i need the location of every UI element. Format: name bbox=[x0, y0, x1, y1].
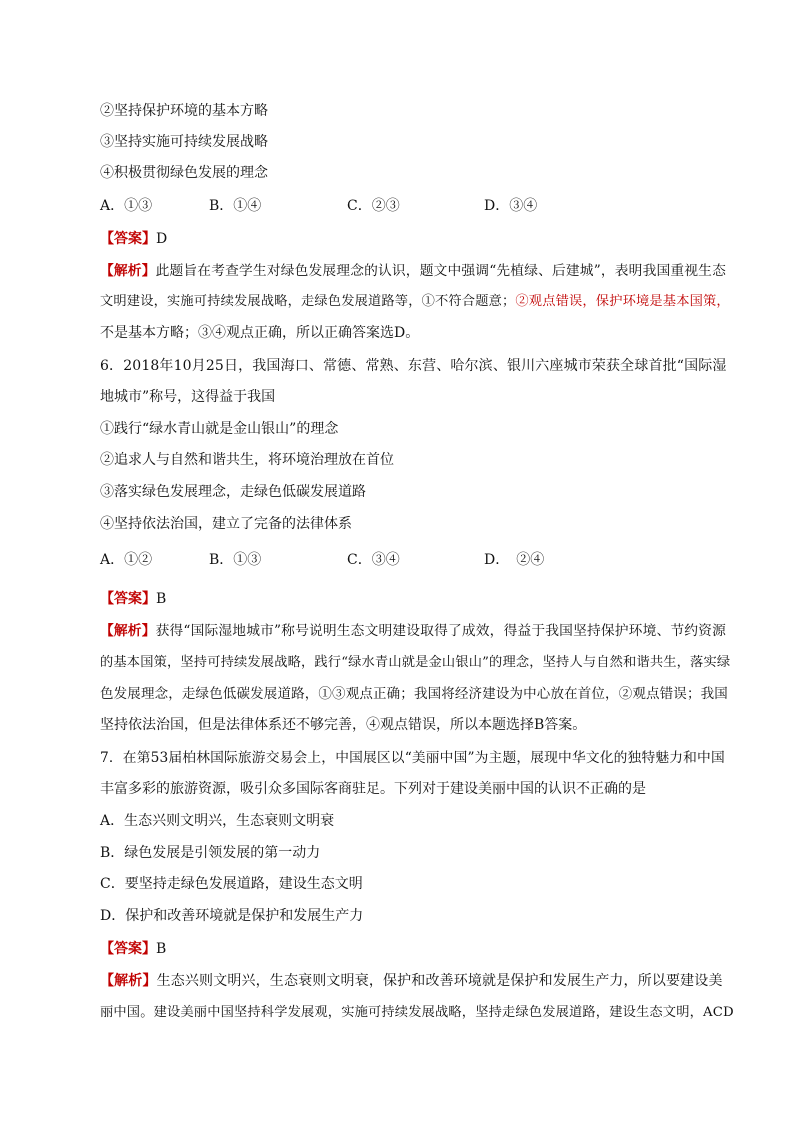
q5-option-b: B．①④ bbox=[209, 198, 262, 214]
q6-option-c: C．③④ bbox=[347, 552, 400, 568]
analysis-text: 获得“国际湿地城市”称号说明生态文明建设取得了成效，得益于我国坚持保护环境、节约资源 bbox=[155, 623, 726, 639]
q7-stem-line-1: 7．在第53届柏林国际旅游交易会上，中国展区以“美丽中国”为主题，展现中华文化的独特魅力和中国 bbox=[100, 750, 725, 766]
answer-value: B bbox=[156, 941, 167, 957]
q5-options bbox=[100, 196, 730, 216]
q5-answer bbox=[100, 229, 167, 249]
q5-option-c: C．②③ bbox=[347, 198, 400, 214]
q6-item-2: ②追求人与自然和谐共生，将环境治理放在首位 bbox=[100, 452, 394, 468]
analysis-text: 生态兴则文明兴，生态衰则文明衰，保护和改善环境就是保护和发展生产力，所以要建设美 bbox=[156, 973, 723, 989]
q5-item-3: ③坚持实施可持续发展战略 bbox=[100, 134, 268, 150]
answer-tag: 【答案】 bbox=[100, 591, 156, 607]
analysis-tag: 【解析】 bbox=[100, 623, 156, 639]
q6-stem-line-1: 6．2018年10月25日，我国海口、常德、常熟、东营、哈尔滨、银川六座城市荣获全球首批“国际湿 bbox=[100, 358, 727, 374]
q6-analysis-line-3: 色发展理念，走绿色低碳发展道路，①③观点正确；我国将经济建设为中心放在首位，②观点错误；我国 bbox=[100, 686, 728, 702]
q6-analysis-line-2: 的基本国策，坚持可持续发展战略，践行“绿水青山就是金山银山”的理念，坚持人与自然和谐共生，落实绿 bbox=[100, 655, 731, 670]
analysis-highlight: ②观点错误，保护环境是基本国策， bbox=[515, 294, 730, 309]
q6-answer bbox=[100, 589, 166, 609]
q5-analysis-line-3: 不是基本方略；③④观点正确，所以正确答案选D。 bbox=[100, 325, 420, 341]
q7-stem-line-2: 丰富多彩的旅游资源，吸引众多国际客商驻足。下列对于建设美丽中国的认识不正确的是 bbox=[100, 781, 646, 797]
analysis-tag: 【解析】 bbox=[100, 973, 157, 989]
q6-option-b: B．①③ bbox=[209, 552, 262, 568]
q5-item-2: ②坚持保护环境的基本方略 bbox=[100, 103, 268, 119]
q6-item-1: ①践行“绿水青山就是金山银山”的理念 bbox=[100, 421, 339, 437]
analysis-text: 文明建设，实施可持续发展战略，走绿色发展道路等，①不符合题意； bbox=[100, 294, 516, 309]
q6-options bbox=[100, 550, 730, 570]
answer-tag: 【答案】 bbox=[100, 231, 156, 247]
q6-analysis-line-1 bbox=[100, 621, 730, 641]
q5-option-a: A．①③ bbox=[100, 198, 153, 214]
q7-option-a: A．生态兴则文明兴，生态衰则文明衰 bbox=[100, 813, 335, 829]
q7-option-c: C．要坚持走绿色发展道路，建设生态文明 bbox=[100, 876, 363, 892]
q6-stem-line-2: 地城市”称号，这得益于我国 bbox=[100, 389, 276, 405]
q6-item-4: ④坚持依法治国，建立了完备的法律体系 bbox=[100, 516, 352, 532]
analysis-text: 此题旨在考查学生对绿色发展理念的认识，题文中强调“先植绿、后建城”，表明我国重视生态 bbox=[155, 263, 726, 279]
q7-answer bbox=[100, 939, 166, 959]
q6-item-3: ③落实绿色发展理念，走绿色低碳发展道路 bbox=[100, 484, 366, 500]
answer-tag: 【答案】 bbox=[100, 941, 156, 957]
q7-option-b: B．绿色发展是引领发展的第一动力 bbox=[100, 845, 321, 861]
q7-option-d: D．保护和改善环境就是保护和发展生产力 bbox=[100, 908, 364, 924]
q5-option-d: D．③④ bbox=[484, 198, 538, 214]
analysis-tag: 【解析】 bbox=[100, 263, 156, 279]
answer-value: B bbox=[156, 591, 167, 607]
q6-analysis-line-4: 坚持依法治国，但是法律体系还不够完善，④观点错误，所以本题选择B答案。 bbox=[100, 717, 587, 733]
answer-value: D bbox=[156, 231, 168, 247]
q7-analysis-line-2: 丽中国。建设美丽中国坚持科学发展观，实施可持续发展战略，坚持走绿色发展道路，建设生态文明，ACD bbox=[100, 1005, 734, 1020]
q5-item-4: ④积极贯彻绿色发展的理念 bbox=[100, 165, 268, 181]
q7-analysis-line-1 bbox=[100, 971, 730, 991]
q6-option-d: D． ②④ bbox=[484, 552, 545, 568]
q6-option-a: A．①② bbox=[100, 552, 153, 568]
q5-analysis-line-2 bbox=[100, 292, 730, 312]
q5-analysis-line-1 bbox=[100, 261, 730, 281]
